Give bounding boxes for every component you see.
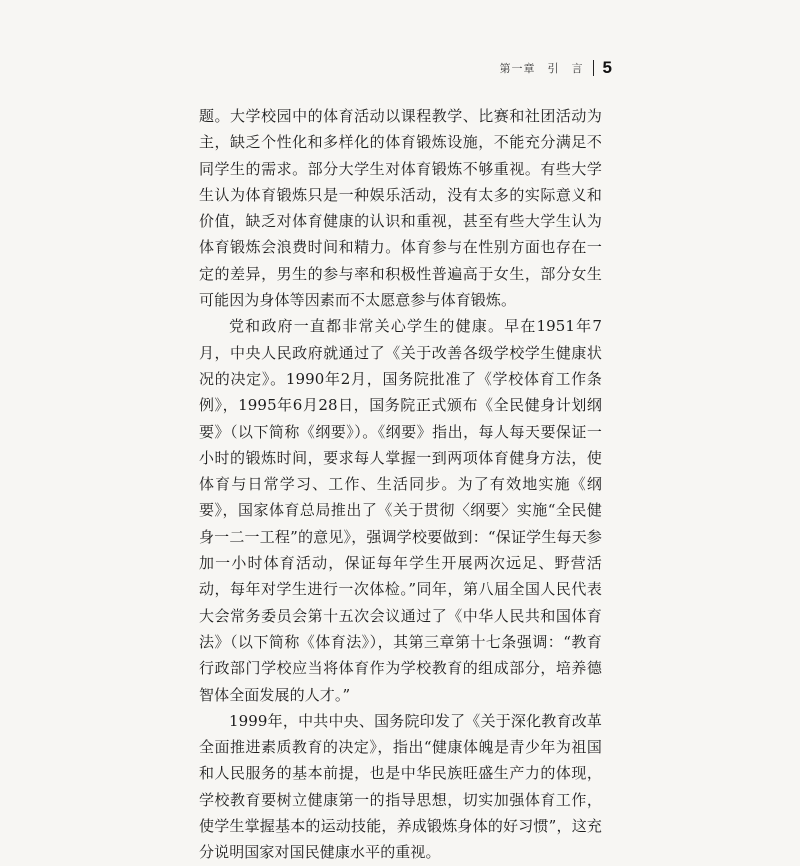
paragraph-1999-decision: 1999年，中共中央、国务院印发了《关于深化教育改革全面推进素质教育的决定》，指出“健康体魄是青少年为祖国和人民服务的基本前提，也是中华民族旺盛生产力的体现，学校教育要树立健康第一的指导思想，切实加强体育工作，使学生掌握基本的运动技能，养成锻炼身体的好习惯”，这充分说明国家对国民健康水平的重视。 [199,711,602,862]
paragraph-government-policy: 党和政府一直都非常关心学生的健康。早在1951年7月，中央人民政府就通过了《关于改善各级学校学生健康状况的决定》。1990年2月，国务院批准了《学校体育工作条例》，1995年6月28日，国务院正式颁布《全民健身计划纲要》（以下简称《纲要》）。《纲要》指出，每人每天要保证一小时的锻炼时间，要求每人掌握一到两项体育健身方法，使体育与日常学习、工作、生活同步。为了有效地实施《纲要》，国家体育总局推出了《关于贯彻〈纲要〉实施“全民健身一二一工程”的意见》，强调学校要做到：“保证学生每天参加一小时体育活动，保证每年学生开展两次远足、野营活动，每年对学生进行一次体检。”同年，第八届全国人民代表大会常务委员会第十五次会议通过了《中华人民共和国体育法》（以下简称《体育法》），其第三章第十七条强调：“教育行政部门学校应当将体育作为学校教育的组成部分，培养德智体全面发展的人才。” [199,317,602,704]
chapter-title: 第一章 引 言 [499,62,584,75]
paragraph-continued: 题。大学校园中的体育活动以课程教学、比赛和社团活动为主，缺乏个性化和多样化的体育锻炼设施，不能充分满足不同学生的需求。部分大学生对体育锻炼不够重视。有些大学生认为体育锻炼只是一种娱乐活动，没有太多的实际意义和价值，缺乏对体育健康的认识和重视，甚至有些大学生认为体育锻炼会浪费时间和精力。体育参与在性别方面也存在一定的差异，男生的参与率和积极性普遍高于女生，部分女生可能因为身体等因素而不太愿意参与体育锻炼。 [199,107,602,310]
running-header [500,58,612,78]
page-number: 5 [602,58,612,77]
body-text [199,103,602,866]
header-divider [593,60,594,76]
